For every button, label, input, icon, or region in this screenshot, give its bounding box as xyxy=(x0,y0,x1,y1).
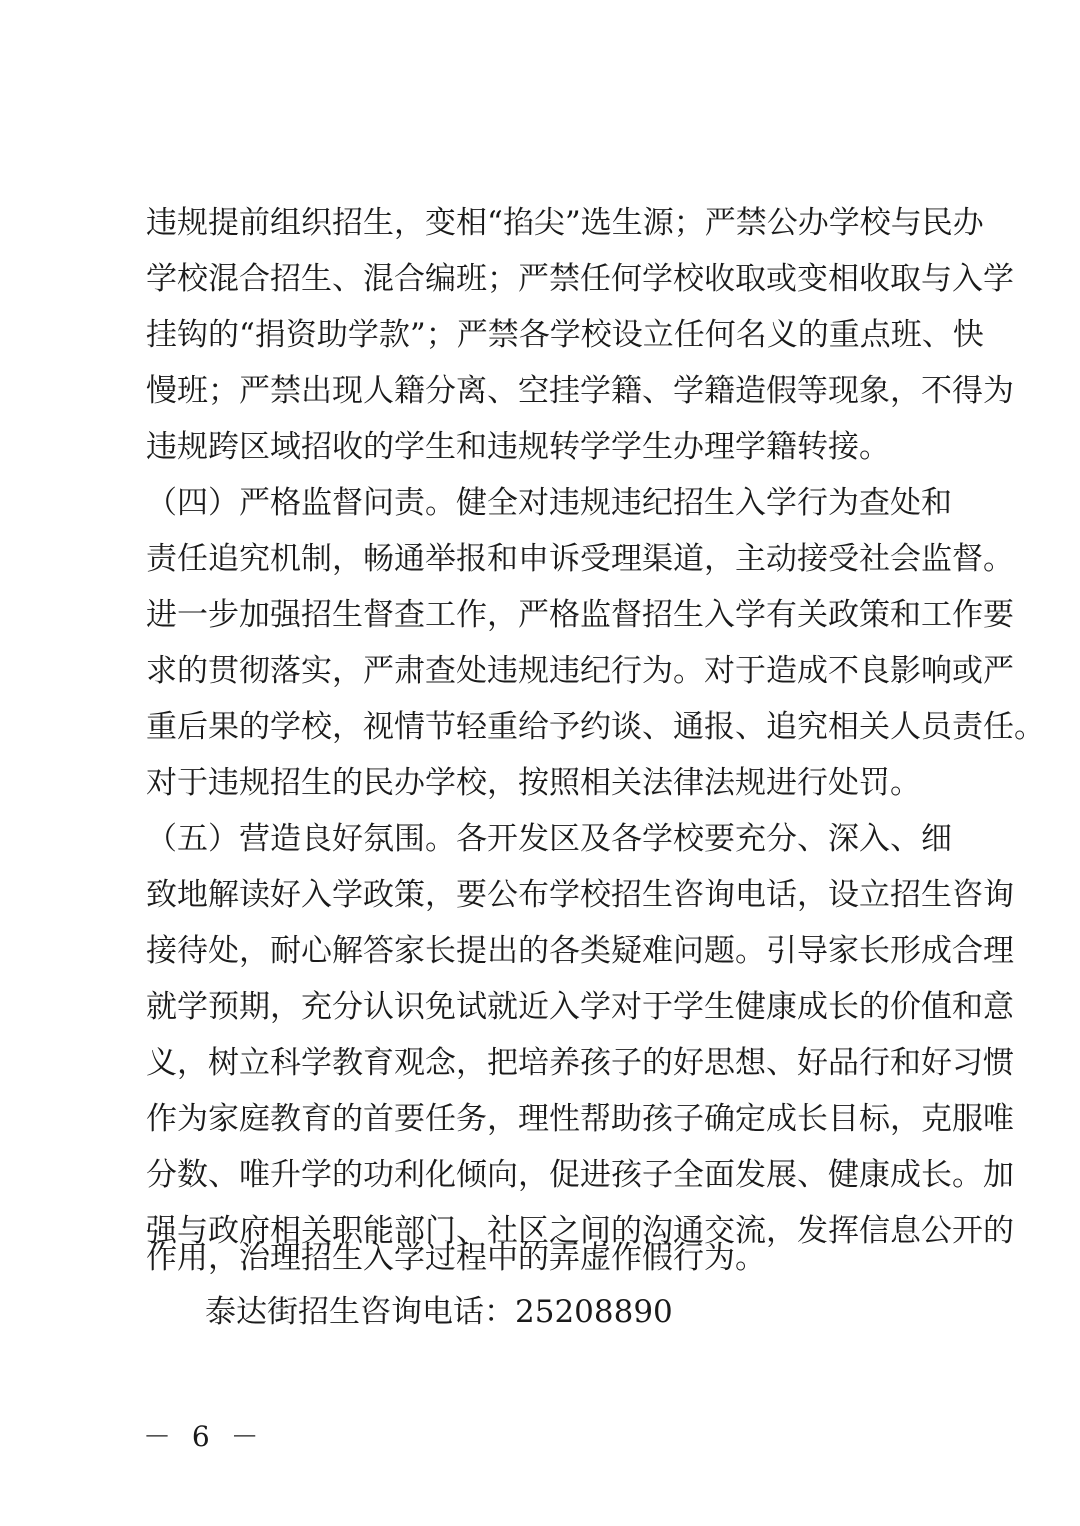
body-text-line: 强与政府相关职能部门、社区之间的沟通交流，发挥信息公开的 xyxy=(146,1213,1014,1249)
body-text-line: 对于违规招生的民办学校，按照相关法律法规进行处罚。 xyxy=(146,765,921,801)
body-text-line: 分数、唯升学的功利化倾向，促进孩子全面发展、健康成长。加 xyxy=(146,1157,1014,1193)
body-text-line: 责任追究机制，畅通举报和申诉受理渠道，主动接受社会监督。 xyxy=(146,541,1014,577)
section-4-heading-line: （四）严格监督问责。健全对违规违纪招生入学行为查处和 xyxy=(146,485,952,521)
section-5-heading-line: （五）营造良好氛围。各开发区及各学校要充分、深入、细 xyxy=(146,821,952,857)
body-text-line: 就学预期，充分认识免试就近入学对于学生健康成长的价值和意 xyxy=(146,989,1014,1025)
body-text-line: 进一步加强招生督查工作，严格监督招生入学有关政策和工作要 xyxy=(146,597,1014,633)
consultation-phone-line: 泰达街招生咨询电话：25208890 xyxy=(205,1294,673,1330)
body-text-line: 违规跨区域招收的学生和违规转学学生办理学籍转接。 xyxy=(146,429,890,465)
page-number: － 6 － xyxy=(143,1420,265,1453)
body-text-line: 挂钩的“捐资助学款”；严禁各学校设立任何名义的重点班、快 xyxy=(146,317,984,353)
body-text-line: 作为家庭教育的首要任务，理性帮助孩子确定成长目标，克服唯 xyxy=(146,1101,1014,1137)
body-text-line: 义，树立科学教育观念，把培养孩子的好思想、好品行和好习惯 xyxy=(146,1045,1014,1081)
body-text-line: 重后果的学校，视情节轻重给予约谈、通报、追究相关人员责任。 xyxy=(146,709,1045,745)
body-text-line: 违规提前组织招生，变相“掐尖”选生源；严禁公办学校与民办 xyxy=(146,205,984,241)
body-text-line: 致地解读好入学政策，要公布学校招生咨询电话，设立招生咨询 xyxy=(146,877,1014,913)
body-text-line: 作用，治理招生入学过程中的弄虚作假行为。 xyxy=(146,1240,766,1276)
body-text-line: 慢班；严禁出现人籍分离、空挂学籍、学籍造假等现象，不得为 xyxy=(146,373,1014,409)
body-text-line: 学校混合招生、混合编班；严禁任何学校收取或变相收取与入学 xyxy=(146,261,1014,297)
body-text-line: 求的贯彻落实，严肃查处违规违纪行为。对于造成不良影响或严 xyxy=(146,653,1014,689)
body-text-line: 接待处，耐心解答家长提出的各类疑难问题。引导家长形成合理 xyxy=(146,933,1014,969)
